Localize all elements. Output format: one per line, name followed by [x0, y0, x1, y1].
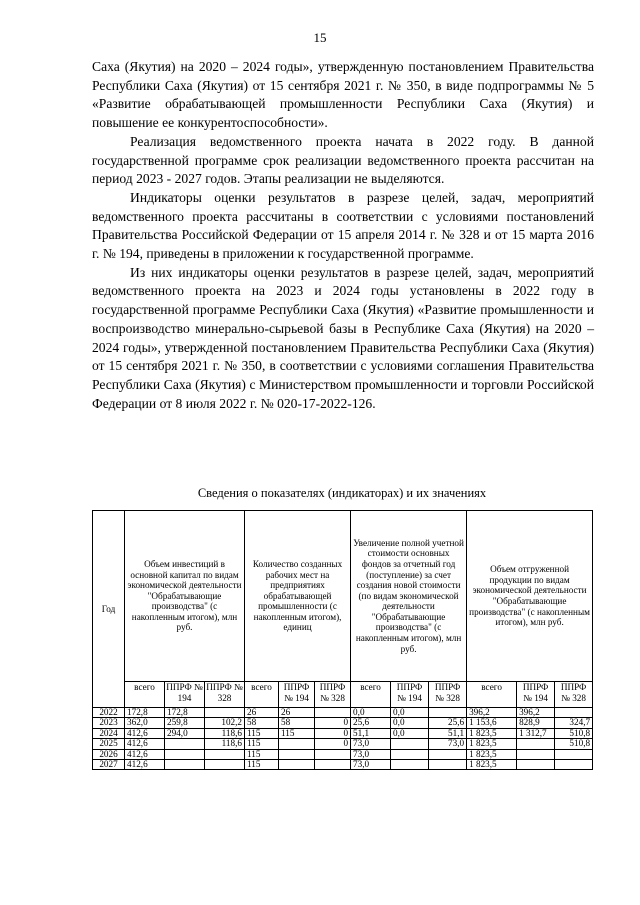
table-row	[93, 718, 593, 728]
value-cell	[165, 749, 205, 759]
value-cell: 0,0	[391, 728, 429, 738]
table-row	[93, 760, 593, 770]
text-line: Из них индикаторы оценки результатов в разрезе целей, задач,	[130, 264, 512, 280]
value-cell: 115	[245, 760, 279, 770]
text-line: Правительства Республики Саха (Якутия) от 15 сентября 2021 г. № 350, в виде	[92, 59, 594, 93]
subheader-total: всего	[351, 682, 391, 708]
value-cell: 510,8	[555, 739, 593, 749]
value-cell: 73,0	[351, 749, 391, 759]
value-cell	[429, 749, 467, 759]
table-row	[93, 739, 593, 749]
text-line: Республики Саха (Якутия) с Министерством промышленности и торговли	[92, 376, 524, 392]
value-cell: 0,0	[351, 708, 391, 718]
text-line: Правительства Республики Саха (Якутия) от 15 сентября	[92, 339, 594, 374]
value-cell	[429, 760, 467, 770]
value-cell: 115	[245, 739, 279, 749]
year-cell: 2024	[93, 728, 125, 738]
value-cell	[205, 749, 245, 759]
subheader-pprf-194: ППРФ № 194	[279, 682, 315, 708]
text-line: ведомственного проекта рассчитаны в соответствии с условиями	[92, 208, 499, 224]
value-cell: 118,6	[205, 728, 245, 738]
subheader-pprf-194: ППРФ № 194	[391, 682, 429, 708]
value-cell: 26	[245, 708, 279, 718]
value-cell: 0,0	[391, 708, 429, 718]
table-header-row	[93, 511, 593, 682]
value-cell	[279, 760, 315, 770]
table-row	[93, 708, 593, 718]
subheader-total: всего	[125, 682, 165, 708]
year-cell: 2026	[93, 749, 125, 759]
value-cell: 259,8	[165, 718, 205, 728]
body-text	[92, 58, 594, 413]
table-body	[93, 708, 593, 770]
value-cell	[555, 760, 593, 770]
text-line: подпрограммы № 5 «Развитие обрабатывающей промышленности Республики	[92, 77, 594, 112]
table-row	[93, 728, 593, 738]
subheader-pprf-328: ППРФ № 328	[315, 682, 351, 708]
indicators-table	[92, 510, 593, 770]
year-cell: 2027	[93, 760, 125, 770]
value-cell: 73,0	[351, 760, 391, 770]
value-cell: 1 823,5	[467, 749, 517, 759]
value-cell	[555, 749, 593, 759]
value-cell	[279, 749, 315, 759]
value-cell: 73,0	[351, 739, 391, 749]
text-line: Индикаторы оценки результатов в разрезе целей, задач, мероприятий	[130, 189, 594, 205]
value-cell: 1 823,5	[467, 728, 517, 738]
value-cell: 58	[245, 718, 279, 728]
value-cell	[165, 739, 205, 749]
text-line: постановлений Правительства Российской Федерации от 15 апреля 2014 г.	[92, 208, 594, 243]
subheader-pprf-328: ППРФ № 328	[555, 682, 593, 708]
header-shipped-products: Объем отгруженной продукции по видам экономической деятельности "Обрабатывающие производства" (с накопленным итогом), млн руб.	[467, 511, 593, 682]
value-cell	[315, 749, 351, 759]
text-line: рассчитан на период 2023 - 2027 годов. Этапы реализации не выделяются.	[92, 152, 594, 187]
subheader-pprf-194: ППРФ № 194	[165, 682, 205, 708]
value-cell: 396,2	[467, 708, 517, 718]
value-cell: 396,2	[517, 708, 555, 718]
header-fixed-assets: Увеличение полной учетной стоимости основных фондов за отчетный год (поступление) за счет создания новой стоимости (по видам экономической деятельности "Обрабатывающие производства" (с накопленным итогом), млн руб.	[351, 511, 467, 682]
text-line: Реализация ведомственного проекта начата в 2022 году. В данной	[130, 133, 594, 149]
value-cell: 25,6	[429, 718, 467, 728]
value-cell: 294,0	[165, 728, 205, 738]
paragraph-indicators	[92, 189, 594, 264]
value-cell: 73,0	[429, 739, 467, 749]
value-cell: 1 153,6	[467, 718, 517, 728]
text-line: Саха (Якутия) на 2020 – 2024 годы», утвержденной постановлением	[92, 320, 594, 355]
text-line: промышленности и воспроизводство минерально-сырьевой базы в Республике	[92, 302, 594, 336]
text-line: 2021 г. № 350, в соответствии с условиями соглашения Правительства	[181, 358, 594, 374]
page-number: 15	[313, 30, 327, 45]
value-cell: 51,1	[429, 728, 467, 738]
value-cell	[429, 708, 467, 718]
year-header: Год	[93, 511, 125, 708]
subheader-pprf-328: ППРФ № 328	[429, 682, 467, 708]
header-investment: Объем инвестиций в основной капитал по видам экономической деятельности "Обрабатывающие производства" (с накопленным итогом), млн руб.	[125, 511, 245, 682]
year-cell: 2025	[93, 739, 125, 749]
value-cell	[315, 708, 351, 718]
value-cell: 1 823,5	[467, 760, 517, 770]
value-cell	[205, 760, 245, 770]
subheader-total: всего	[467, 682, 517, 708]
value-cell: 828,9	[517, 718, 555, 728]
table-subheader-row	[93, 682, 593, 708]
value-cell: 0,0	[391, 718, 429, 728]
value-cell	[517, 760, 555, 770]
value-cell: 115	[245, 728, 279, 738]
paragraph-indicators-2023-2024	[92, 264, 594, 414]
value-cell: 0	[315, 728, 351, 738]
value-cell: 412,6	[125, 728, 165, 738]
value-cell: 1 823,5	[467, 739, 517, 749]
subheader-total: всего	[245, 682, 279, 708]
subheader-pprf-194: ППРФ № 194	[517, 682, 555, 708]
text-line: Саха (Якутия) на 2020 – 2024 годы», утвержденную постановлением	[92, 59, 504, 74]
text-line: № 328 и от 15 марта 2016 г. № 194, приведены в приложении к	[92, 227, 594, 262]
value-cell: 58	[279, 718, 315, 728]
text-line: государственной программе срок реализации ведомственного проекта	[92, 152, 511, 168]
text-line: государственной программе.	[307, 246, 474, 262]
text-line: Российской Федерации от 8 июля 2022 г. № 020-17-2022-126.	[92, 376, 595, 411]
value-cell: 118,6	[205, 739, 245, 749]
value-cell: 102,2	[205, 718, 245, 728]
value-cell: 172,8	[165, 708, 205, 718]
paragraph-continuation	[92, 58, 594, 133]
value-cell: 412,6	[125, 760, 165, 770]
value-cell: 1 312,7	[517, 728, 555, 738]
table-caption: Сведения о показателях (индикаторах) и их значениях	[197, 486, 487, 500]
value-cell: 51,1	[351, 728, 391, 738]
header-jobs: Количество созданных рабочих мест на предприятиях обрабатывающей промышленности (с накопленным итогом), единиц	[245, 511, 351, 682]
value-cell: 510,8	[555, 728, 593, 738]
value-cell	[517, 749, 555, 759]
subheader-pprf-328: ППРФ № 328	[205, 682, 245, 708]
year-cell: 2022	[93, 708, 125, 718]
value-cell: 172,8	[125, 708, 165, 718]
value-cell: 25,6	[351, 718, 391, 728]
value-cell: 115	[279, 728, 315, 738]
value-cell	[517, 739, 555, 749]
value-cell: 324,7	[555, 718, 593, 728]
value-cell	[391, 739, 429, 749]
text-line: году в государственной программе Республики Саха (Якутия) «Развитие	[92, 283, 594, 318]
value-cell	[279, 739, 315, 749]
value-cell: 412,6	[125, 749, 165, 759]
value-cell	[165, 760, 205, 770]
value-cell	[315, 760, 351, 770]
value-cell: 115	[245, 749, 279, 759]
value-cell	[391, 760, 429, 770]
table-row	[93, 749, 593, 759]
value-cell	[555, 708, 593, 718]
value-cell: 0	[315, 739, 351, 749]
value-cell: 26	[279, 708, 315, 718]
value-cell: 362,0	[125, 718, 165, 728]
paragraph-implementation-start	[92, 133, 594, 189]
text-line: мероприятий ведомственного проекта на 2023 и 2024 годы установлены в 2022	[92, 264, 594, 299]
text-line: Саха (Якутия) и повышение ее конкурентоспособности».	[92, 96, 595, 131]
value-cell	[205, 708, 245, 718]
year-cell: 2023	[93, 718, 125, 728]
value-cell: 412,6	[125, 739, 165, 749]
value-cell: 0	[315, 718, 351, 728]
value-cell	[391, 749, 429, 759]
